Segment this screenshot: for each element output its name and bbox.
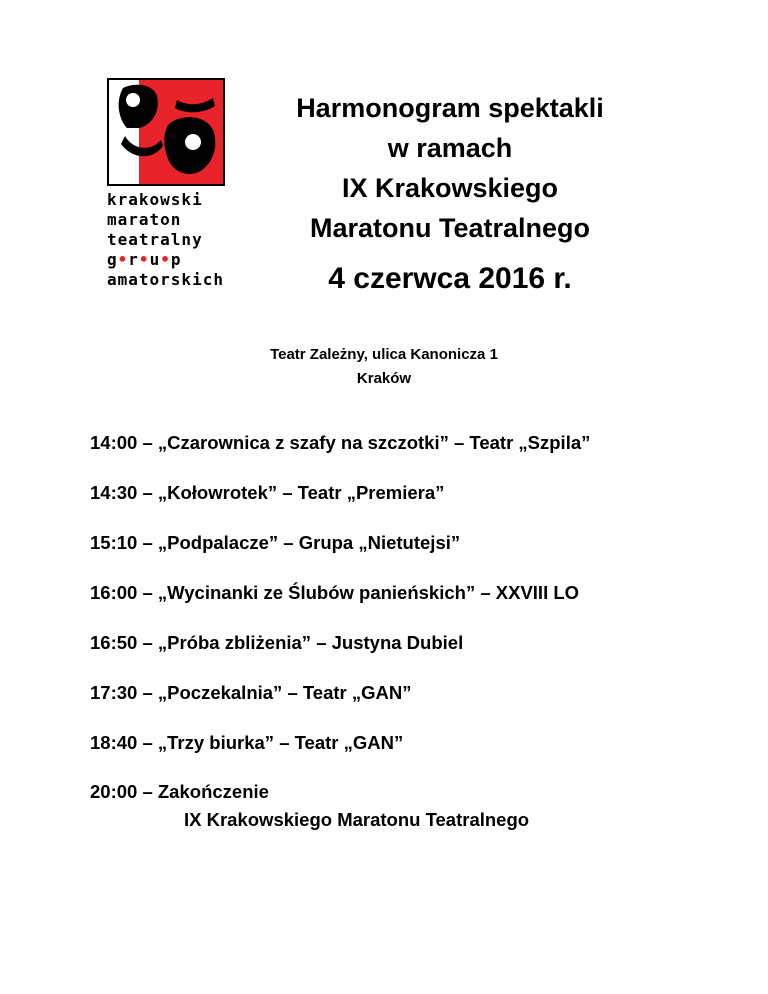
- schedule-list: [90, 428, 750, 834]
- logo-line: teatralny: [107, 230, 203, 249]
- schedule-item: 14:00 – „Czarownica z szafy na szczotki” – Teatr „Szpila”: [90, 432, 591, 453]
- schedule-item: 18:40 – „Trzy biurka” – Teatr „GAN”: [90, 732, 404, 753]
- venue-info: [0, 343, 768, 391]
- title-line: Harmonogram spektakli: [296, 93, 604, 123]
- schedule-item: 15:10 – „Podpalacze” – Grupa „Nietutejsi”: [90, 532, 461, 553]
- closing-item: [90, 778, 750, 834]
- title-line: Maratonu Teatralnego: [309, 213, 591, 243]
- schedule-item: 16:00 – „Wycinanki ze Ślubów panieńskich” – XXVIII LO: [90, 582, 580, 603]
- closing-line: 20:00 – Zakończenie: [90, 781, 269, 802]
- logo-line: amatorskich: [107, 270, 224, 289]
- logo-line: g•r•u•p: [107, 250, 182, 269]
- schedule-item: 14:30 – „Kołowrotek” – Teatr „Premiera”: [90, 482, 445, 503]
- masks-icon: [109, 80, 223, 184]
- title-line: IX Krakowskiego: [341, 173, 559, 203]
- logo-line: maraton: [107, 210, 182, 229]
- schedule-item: 17:30 – „Poczekalnia” – Teatr „GAN”: [90, 682, 412, 703]
- logo-wordmark: [107, 190, 229, 290]
- schedule-item: 16:50 – „Próba zbliżenia” – Justyna Dubiel: [90, 632, 464, 653]
- title-line: w ramach: [387, 133, 513, 163]
- logo-line: krakowski: [107, 190, 203, 209]
- venue-city: Kraków: [356, 370, 412, 387]
- page-title: [240, 88, 660, 248]
- theatre-masks-logo-mark: [107, 78, 225, 186]
- festival-logo: [107, 78, 229, 290]
- venue-address: Teatr Zależny, ulica Kanonicza 1: [270, 346, 498, 363]
- event-date: 4 czerwca 2016 r.: [328, 262, 572, 295]
- closing-line: IX Krakowskiego Maratonu Teatralnego: [184, 809, 530, 830]
